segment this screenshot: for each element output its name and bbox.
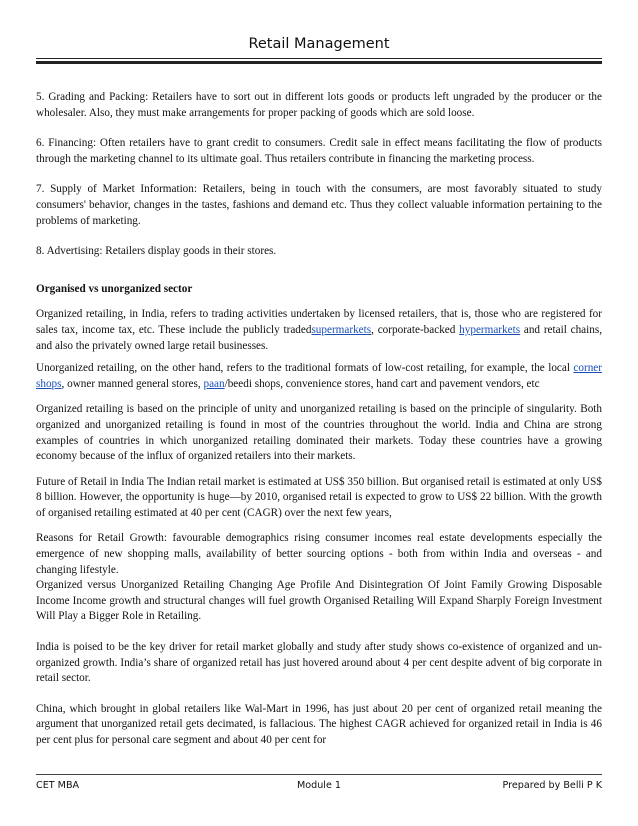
- paragraph-advertising: 8. Advertising: Retailers display goods in their stores.: [36, 245, 277, 258]
- footer-author: Prepared by Belli P K: [502, 780, 602, 791]
- supermarkets-link[interactable]: supermarkets: [311, 323, 372, 336]
- corner-shops-link[interactable]: corner shops: [36, 362, 602, 390]
- paragraph-market-information: 7. Supply of Market Information: Retailers, being in touch with the consumers, are most favorably situated to study consumers' behavior, changes in the tastes, fashions and demand etc. Thus they collect valuable information pertaining to the problems of marketing.: [36, 183, 602, 227]
- header-rule-thick: [36, 61, 602, 64]
- text-segment: /beedi shops, convenience stores, hand cart and pavement vendors, etc: [224, 377, 540, 390]
- paragraph-china-retail: China, which brought in global retailers like Wal-Mart in 1996, has just about 20 per cent of organized retail meaning the argument that unorganized retail gets decimated, is fallacious. The highest CAGR achieved for organized retail in India is 46 per cent plus for personal care segment and about 40 per cent for: [36, 702, 602, 746]
- paragraph-organized-vs-unorganized: Organized versus Unorganized Retailing Changing Age Profile And Disintegration Of Joint Family Growing Disposable Income Income growth and structural changes will fuel growth Organised Retailing Will Expand Sharply Foreign Investment Will Play a Bigger Role in Retailing.: [36, 579, 602, 623]
- section-heading: Organised vs unorganized sector: [36, 282, 193, 295]
- text-segment: Unorganized retailing, on the other hand, refers to the traditional formats of low-cost retailing, for example, the local: [36, 362, 574, 375]
- text-segment: and retail chains, and also the privately owned large retail businesses.: [36, 323, 603, 352]
- paragraph-financing: 6. Financing: Often retailers have to grant credit to consumers. Credit sale in effect means facilitating the flow of products through the marketing channel to its ultimate goal. Thus retailers contribute in financing the marketing process.: [36, 137, 602, 165]
- paragraph-unorganized-retailing: [36, 361, 602, 392]
- paragraph-grading-packing: 5. Grading and Packing: Retailers have to sort out in different lots goods or products left ungraded by the producer or the wholesaler. Also, they must make arrangements for proper packing of goods which are sold loose.: [36, 91, 602, 119]
- paragraph-principle-of-unity: Organized retailing is based on the principle of unity and unorganized retailing is based on the principle of singularity. Both organized and unorganized retailing is found in most of the countries throughout the world. India and China are strong examples of countries in which unorganized retailing dominated their markets. Today these countries have a growing economy because of the influx of organized retailers into their markets.: [36, 403, 602, 463]
- paragraph-organized-retailing: [36, 307, 602, 354]
- text-segment: Organized retailing, in India, refers to trading activities undertaken by licensed retailers, that is, those who are registered for sales tax, income tax, etc. These include the publicly traded: [36, 308, 602, 336]
- footer-module: Module 1: [296, 780, 342, 791]
- hypermarkets-link[interactable]: hypermarkets: [459, 323, 521, 336]
- page-header-title: Retail Management: [248, 36, 390, 52]
- paan-link[interactable]: paan: [203, 377, 225, 390]
- paragraph-reasons-for-growth: Reasons for Retail Growth: favourable demographics rising consumer incomes real estate developments especially the emergence of new shopping malls, availability of better sourcing options - both from within India and overseas - and changing lifestyle.: [36, 532, 602, 576]
- paragraph-india-key-driver: India is poised to be the key driver for retail market globally and study after study shows co-existence of organized and un-organized growth. India’s share of organized retail has just hovered around about 4 per cent despite advent of big corporate in retail sector.: [36, 641, 602, 685]
- footer-rule: [36, 774, 602, 775]
- text-segment: , owner manned general stores,: [61, 377, 204, 390]
- paragraph-future-of-retail: Future of Retail in India The Indian retail market is estimated at US$ 350 billion. But organised retail is estimated at only US$ 8 billion. However, the opportunity is huge—by 2010, organised retail is expected to grow to US$ 22 billion. With the growth of organised retailing estimated at 40 per cent (CAGR) over the next few years,: [36, 475, 603, 519]
- header-rule-thin: [36, 58, 602, 59]
- text-segment: , corporate-backed: [371, 323, 460, 336]
- document-body: [36, 90, 602, 749]
- footer-course: CET MBA: [36, 780, 80, 791]
